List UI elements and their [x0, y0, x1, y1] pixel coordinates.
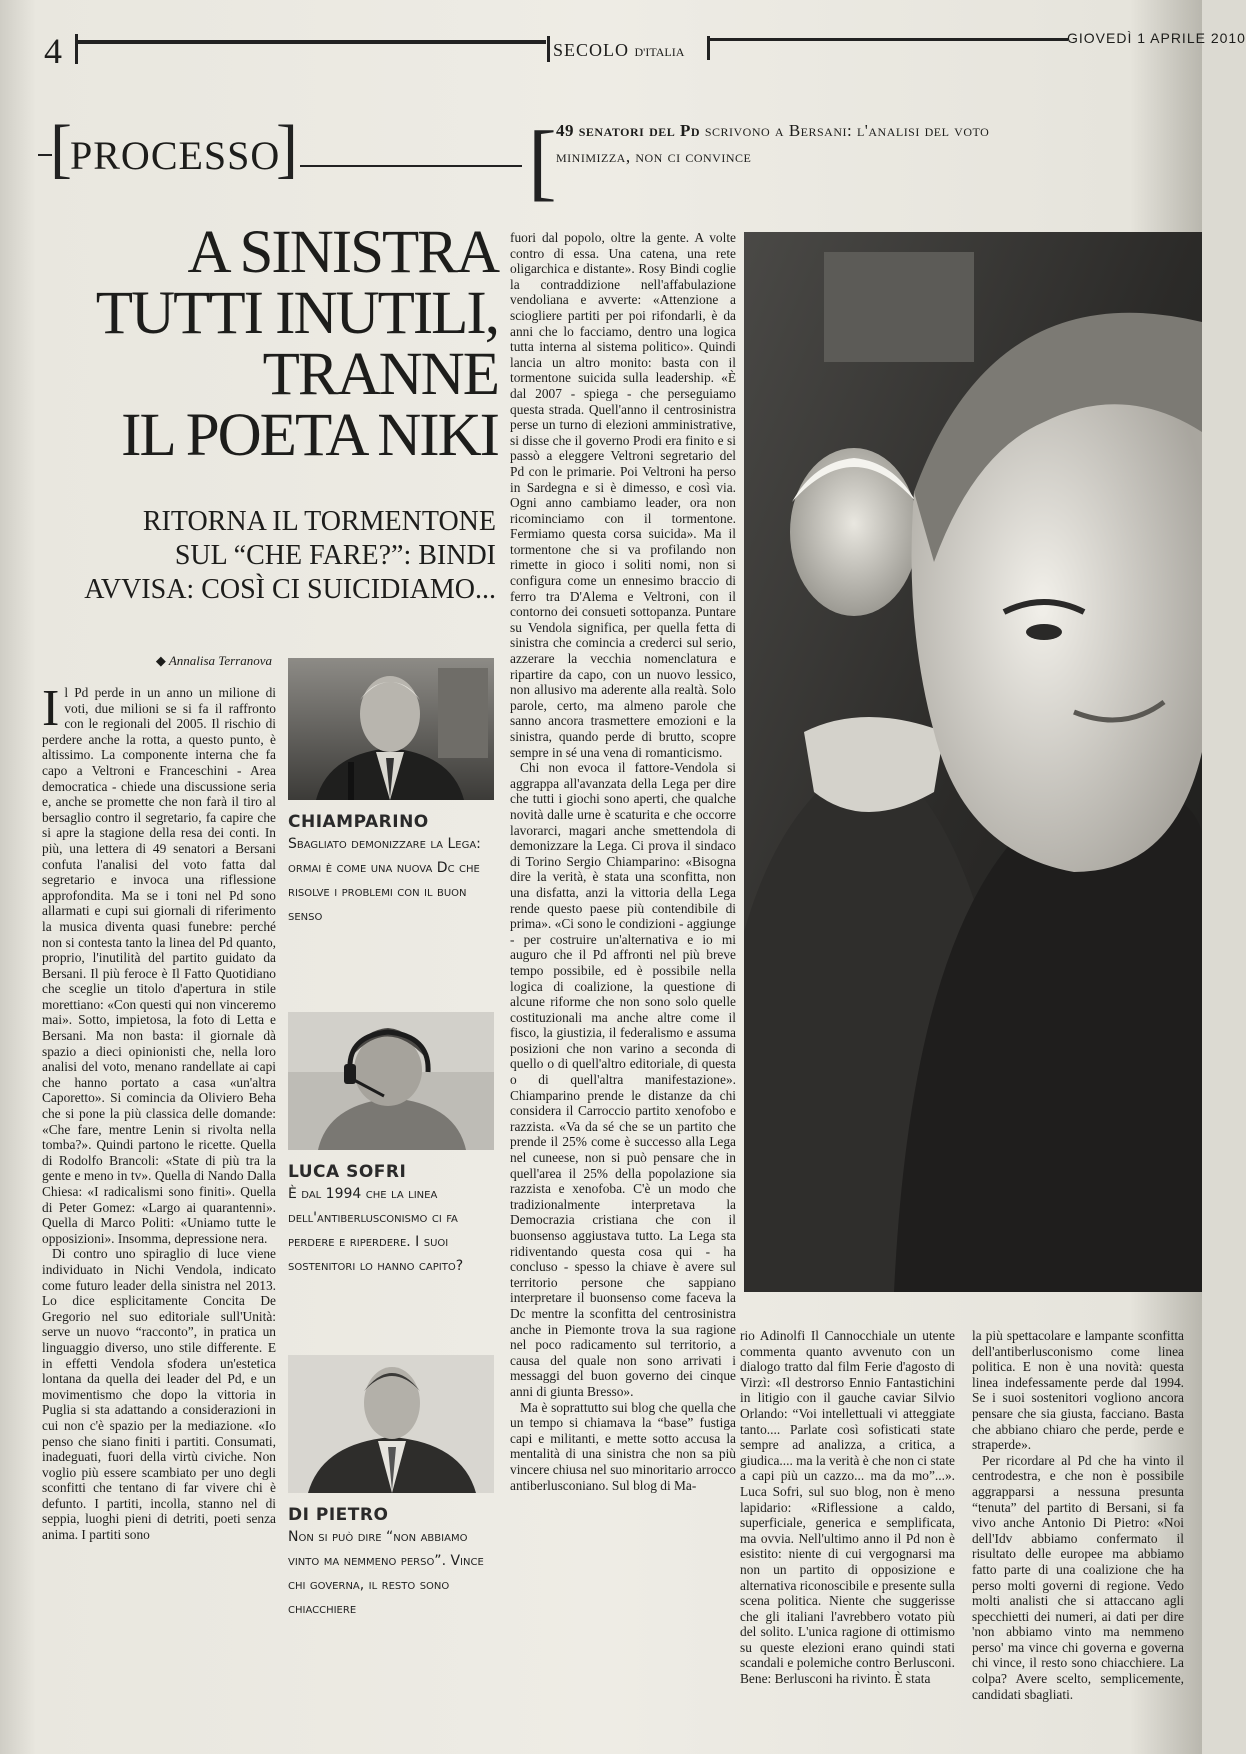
- pull-quote-sofri: [288, 1162, 494, 1278]
- paragraph: rio Adinolfi Il Cannocchiale un utente commenta quanto avvenuto con un dialogo tratto dal film Ferie d'agosto di Virzì: «Il destrorso Ennio Fantastichini in litigio con il gauche caviar Silvio Orlando: “Voi intellettuali vi atteggiate tanto.... Parlate così sofisticati state sempre ad analizza, a critica, a giudica.... ma la verità è che non ci state a capi più un cazzo... ma da mo”...». Luca Sofri, sul suo blog, non è meno lapidario: «Riflessione a caldo, superficiale, generica e semplificata, ma ovvia. Nell'ultimo anno il Pd non è esistito: niente di cui vergognarsi ma non un partito di opposizione e alternativa riconoscibile e presente sulla scena politica. Niente che suggerisse che gli italiani l'avrebbero votato più del solito. L'unica ragione di ottimismo su queste elezioni erano quindi stati scandali e polemiche contro Berlusconi. Bene: Berlusconi ha rivinto. È stata: [740, 1328, 955, 1687]
- kicker-text: scrivono a Bersani: l'analisi del voto minimizza, non ci convince: [556, 121, 990, 166]
- header-rule: [76, 40, 546, 44]
- page-number: 4: [44, 31, 62, 71]
- headline: [60, 219, 498, 469]
- deck: [60, 505, 496, 607]
- drop-cap: I: [42, 680, 60, 737]
- headline-line: TUTTI INUTILI,: [95, 280, 498, 347]
- headline-line: A SINISTRA: [187, 219, 498, 286]
- paragraph: la più spettacolare e lampante sconfitta dell'antiberlusconismo come linea politica. E non è una novità: questa linea indefessamente perde dal 1994. Se i suoi sostenitori vogliono ancora pensare che sia giusta, facciano. Basta che abbiano chiaro che perde, perde e straperde».: [972, 1328, 1184, 1453]
- header-rule: [75, 34, 78, 64]
- masthead-title: SECOLO: [553, 40, 630, 60]
- paragraph: Ma è soprattutto sui blog che quella che un tempo si chiamava la “base” fustiga capi e militanti, e mette sotto accusa la mentalità di una sinistra che non sa più vincere chiusa nel suo minoritario arrocco antiberlusconiano. Sul blog di Ma-: [510, 1399, 736, 1493]
- pull-quote-name: LUCA SOFRI: [288, 1162, 407, 1182]
- pull-quote-chiamparino: [288, 812, 494, 928]
- header-rule: [708, 38, 1068, 41]
- masthead-small: D'ITALIA: [634, 45, 685, 59]
- paragraph: fuori dal popolo, oltre la gente. A volte contro di essa. Una catena, una rete oligarchica e distante». Rosy Bindi coglie la contraddizione nell'affabulazione vendoliana e avverte: «Attenzione a sciogliere partiti per poi rifondarli, è da anni che lo facciamo, dentro una logica tutta interna al sistema politico». Quindi lancia un altro monito: basta con il tormentone suicida sulla leadership. «È dal 2007 - spiega - che perseguiamo questa strada. Quell'anno il centrosinistra perse un turno di elezioni amministrative, si disse che il governo Prodi era finito e si passò a eleggere Veltroni segretario del Pd con le primarie. Poi Veltroni ha perso in Sardegna e si è dimesso, e così via. Ogni anno cambiamo leader, ora non ricominciamo con il tormentone. Fermiamo questa corsa suicida». Ma il tormentone che si va profilando non rimette in gioco i soliti nomi, non si configura come un ennesimo braccio di ferro tra D'Alema e Veltroni, con il contorno dei consueti sottopanza. Puntare su Vendola significa, per quella fetta di sinistra che comincia a crederci sul serio, azzerare la vecchia nomenclatura e ripartire da capo, con un nuovo lessico, non allusivo ma aderente alla realtà. Solo parole, certo, ma almeno parole che sanno ancora trasmettere emozioni e la sinistra, quando perde di brutto, scopre sempre in sé una vena di romanticismo.: [510, 230, 736, 760]
- deck-line: AVVISA: COSÌ CI SUICIDIAMO...: [84, 574, 496, 605]
- paragraph: Per ricordare al Pd che ha vinto il centrodestra, e che non è possibile aggrapparsi a nessuna presunta “tenuta” del partito di Bersani, si fa vivo anche Antonio Di Pietro: «Noi dell'Idv abbiamo confermato il risultato delle europee ma abbiamo fatto parte di una coalizione che ha perso molti governi di regione. Vedo molti analisti che si attaccano agli specchietti dei numeri, ai dati per dire 'non abbiamo vinto ma nemmeno perso' ma vince chi governa e governa chi vince, il resto sono chiacchiere. La colpa? Avere scelto, semplicemente, candidati sbagliati.: [972, 1452, 1184, 1702]
- bracket-open: [: [528, 113, 557, 209]
- article-column-4: [972, 1328, 1184, 1728]
- article-column-2: [510, 230, 736, 1730]
- pull-quote-name: DI PIETRO: [288, 1505, 389, 1525]
- deck-line: SUL “CHE FARE?”: BINDI: [174, 540, 496, 571]
- pull-quote-text: È dal 1994 che la linea dell'antiberlusconismo ci fa perdere e riperdere. I suoi sostenitori lo hanno capito?: [288, 1186, 464, 1274]
- section-rule: [300, 165, 522, 167]
- main-photo: [744, 232, 1202, 1292]
- paragraph: [42, 680, 276, 1246]
- portrait-photo-chiamparino: [288, 658, 494, 800]
- article-column-3: [740, 1328, 955, 1728]
- pull-quote-name: CHIAMPARINO: [288, 812, 429, 832]
- pull-quote-di-pietro: [288, 1505, 494, 1621]
- deck-line: RITORNA IL TORMENTONE: [142, 506, 496, 537]
- paragraph: Chi non evoca il fattore-Vendola si aggrappa all'avanzata della Lega per dire che tutti i giochi sono aperti, che qualche novità dalle urne è scaturita e che occorre lavorarci, magari anche smettendola di demonizzare la Lega. Ci prova il sindaco di Torino Sergio Chiamparino: «Bisogna dire la verità, è stata una sconfitta, non una disfatta, anzi la vittoria della Lega rende questo paese più contendibile di prima». «Ci sono le condizioni - aggiunge - per costruire un'alternativa e io mi auguro che il Pd affronti nel più breve tempo possibile, ed è possibile nella logica di coalizione, la questione di alcune riforme che non sono solo quelle costituzionali ma anche altre come il fisco, la giustizia, il federalismo e assuma posizioni che non varino a seconda di quello o di quell'altro editoriale, di questa o di quell'altra manifestazione». Chiamparino prende le distanze da chi considera il Carroccio partito xenofobo e razzista. «Va da sé che se un partito che prende il 25% come è successo alla Lega nel cuneese, non si può pensare che in quell'area il 25% della popolazione sia razzista e xenofoba. C'è un modo che tradizionalmente interpretava la Democrazia cristiana che con il buonsenso aggiustava tutto. La Lega sta ridiventando questa cosa qui - ha concluso - spesso la chiave è avere sul territorio persone che sappiano interpretare il buonsenso come faceva la Dc mentre la sconfitta del centrosinistra anche in Piemonte trova la sua ragione nel poco radicamento sul territorio, a causa del quale non sono arrivati i messaggi del buon governo dei cinque anni di giunta Bresso».: [510, 760, 736, 1399]
- section-label: PROCESSO: [70, 133, 281, 178]
- headline-line: IL POETA NIKI: [121, 402, 498, 469]
- paragraph-text: l Pd perde in un anno un milione di voti, due milioni se si fa il raffronto con le regionali del 2005. Il rischio di perdere anche la rotta, a questo punto, è altissimo. La componente interna che fa capo a Veltroni e Franceschini - Area democratica - chiede una discussione seria e, anche se promette che non farà il tiro al bersaglio contro il segretario, fa capire che si apre la stagione della resa dei conti. In più, una lettera di 49 senatori a Bersani confuta l'analisi del voto fatta dal segretario e invoca una riflessione approfondita. Ma se i toni nel Pd sono allarmati e cupi sui giornali di riferimento la musica diventa quasi funebre: perché non si contesta tanto la linea del Pd quanto, proprio, l'inutilità del partito guidato da Bersani. Il più feroce è Il Fatto Quotidiano che sceglie un titolo d'apertura in stile morettiano: «Con questi qui non vinceremo mai». Sotto, impietosa, la foto di Letta e Bersani. Ma non basta: il giornale dà spazio a dieci opinionisti che, nella loro analisi del voto, menano randellate ai capi che hanno portato a casa «un'altra Caporetto». Si comincia da Oliviero Beha che si pone la più classica delle domande: «Che fare, mentre Lenin si rivolta nella tomba?». Quindi partono le ricette. Quella di Rodolfo Brancoli: «State di più tra la gente e meno in tv». Quella di Nando Dalla Chiesa: «I radicalismi sono finiti». Quella di Peter Gomez: «Largo ai quarantenni». Quella di Marco Politi: «Uniamo tutte le opposizioni». Insomma, depressione nera.: [42, 685, 276, 1246]
- byline-author: Annalisa Terranova: [168, 653, 272, 668]
- pull-quote-text: Sbagliato demonizzare la Lega: ormai è come una nuova Dc che risolve i problemi con il buon senso: [288, 836, 481, 924]
- masthead: [553, 40, 684, 61]
- kicker: [556, 118, 1036, 170]
- byline: ◆ Annalisa Terranova: [155, 653, 272, 668]
- headline-line: TRANNE: [262, 341, 498, 408]
- kicker-bold: 49 senatori del Pd: [556, 121, 701, 140]
- header-rule: [547, 36, 550, 62]
- portrait-photo-sofri: [288, 1012, 494, 1150]
- pull-quote-text: Non si può dire “non abbiamo vinto ma nemmeno perso”. Vince chi governa, il resto sono chiacchiere: [288, 1529, 484, 1617]
- article-column-1: [42, 680, 276, 1725]
- paragraph: Di contro uno spiraglio di luce viene individuato in Nichi Vendola, indicato come futuro leader della sinistra nel 2013. Lo dice esplicitamente Concita De Gregorio nel suo editoriale sull'Unità: serve un nuovo “racconto”, in pratica un linguaggio diverso, uno stile differente. E in effetti Vendola sfodera un'estetica lontana da quella dei leader del Pd, e un movimentismo che dopo la vittoria in Puglia si sta adattando a considerazioni in cui non c'è spazio per la mediazione. «Io penso che siano finiti i partiti. Consumati, inadeguati, fuori della virtù civiche. Non voglio più essere scambiato per uno degli sconfitti che tentano di far vivere chi è defunto. I partiti, incolla, stanno nel di seppia, luoghi pieni di detriti, poeti senza anima. I partiti sono: [42, 1246, 276, 1543]
- bracket-close: ]: [276, 112, 298, 185]
- portrait-photo-di-pietro: [288, 1355, 494, 1493]
- bracket-open: [: [50, 112, 72, 185]
- dateline: GIOVEDÌ 1 APRILE 2010: [1067, 30, 1246, 46]
